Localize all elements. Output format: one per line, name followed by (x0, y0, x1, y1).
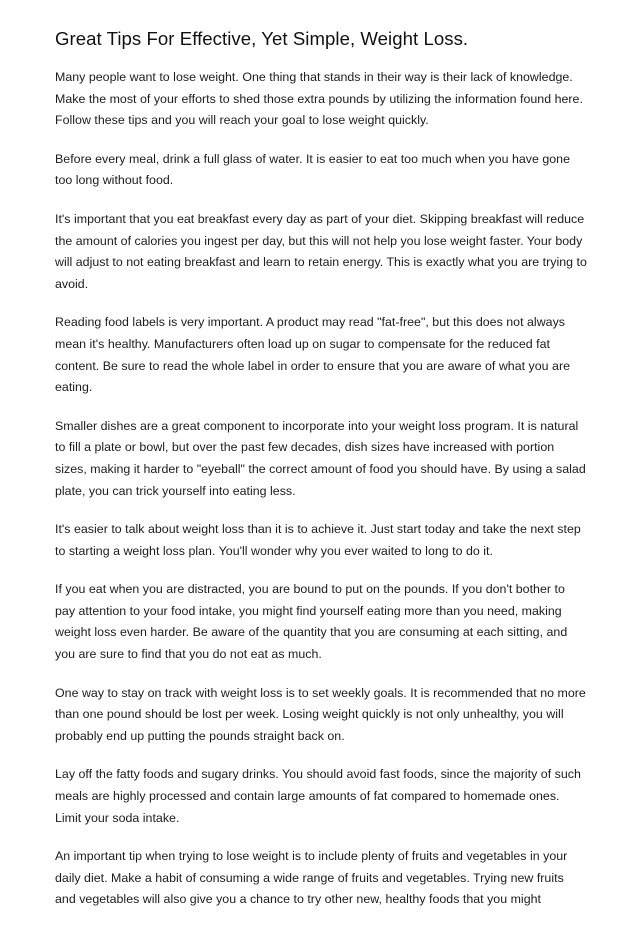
paragraph-intro: Many people want to lose weight. One thing that stands in their way is their lack of knowledge. Make the most of your efforts to shed those extra pounds by utilizing the information found here. Follow these tips and you will reach your goal to lose weight quickly. (55, 70, 583, 128)
paragraph-food-labels: Reading food labels is very important. A product may read "fat-free", but this does not always mean it's healthy. Manufacturers often load up on sugar to compensate for the reduced fat content. Be sure to read the whole label in order to ensure that you are aware of what you are eating. (55, 315, 571, 395)
paragraph-start-today: It's easier to talk about weight loss than it is to achieve it. Just start today and take the next step to starting a weight loss plan. You'll wonder why you ever waited to long to do it. (55, 522, 581, 558)
paragraph-distracted-eating: If you eat when you are distracted, you are bound to put on the pounds. If you don't bother to pay attention to your food intake, you might find yourself eating more than you need, making weight loss even harder. Be aware of the quantity that you are consuming at each sitting, and you are sure to find that you do not eat as much. (55, 582, 568, 662)
paragraph-fruits-vegetables: An important tip when trying to lose weight is to include plenty of fruits and vegetables in your daily diet. Make a habit of consuming a wide range of fruits and vegetables. Trying new fruits and vegetables will also give you a chance to try other new, healthy foods that you might (55, 849, 568, 907)
paragraph-water: Before every meal, drink a full glass of water. It is easier to eat too much when you have gone too long without food. (55, 151, 571, 188)
paragraph-breakfast: It's important that you eat breakfast every day as part of your diet. Skipping breakfast will reduce the amount of calories you ingest per day, but this will not help you lose weight faster. Your body will adjust to not eating breakfast and learn to retain energy. This is exactly what you are trying to avoid. (55, 211, 587, 291)
document-title: Great Tips For Effective, Yet Simple, Weight Loss. (55, 28, 469, 49)
document-page (55, 26, 587, 928)
paragraph-smaller-dishes: Smaller dishes are a great component to incorporate into your weight loss program. It is natural to fill a plate or bowl, but over the past few decades, dish sizes have increased with portion sizes, making it harder to "eyeball" the correct amount of food you should have. By using a salad plate, you can trick yourself into eating less. (55, 418, 586, 498)
paragraph-fatty-foods: Lay off the fatty foods and sugary drinks. You should avoid fast foods, since the majority of such meals are highly processed and contain large amounts of fat compared to homemade ones. Limit your soda intake. (55, 767, 581, 825)
paragraph-weekly-goals: One way to stay on track with weight loss is to set weekly goals. It is recommended that no more than one pound should be lost per week. Losing weight quickly is not only unhealthy, you will probably end up putting the pounds straight back on. (55, 685, 586, 743)
